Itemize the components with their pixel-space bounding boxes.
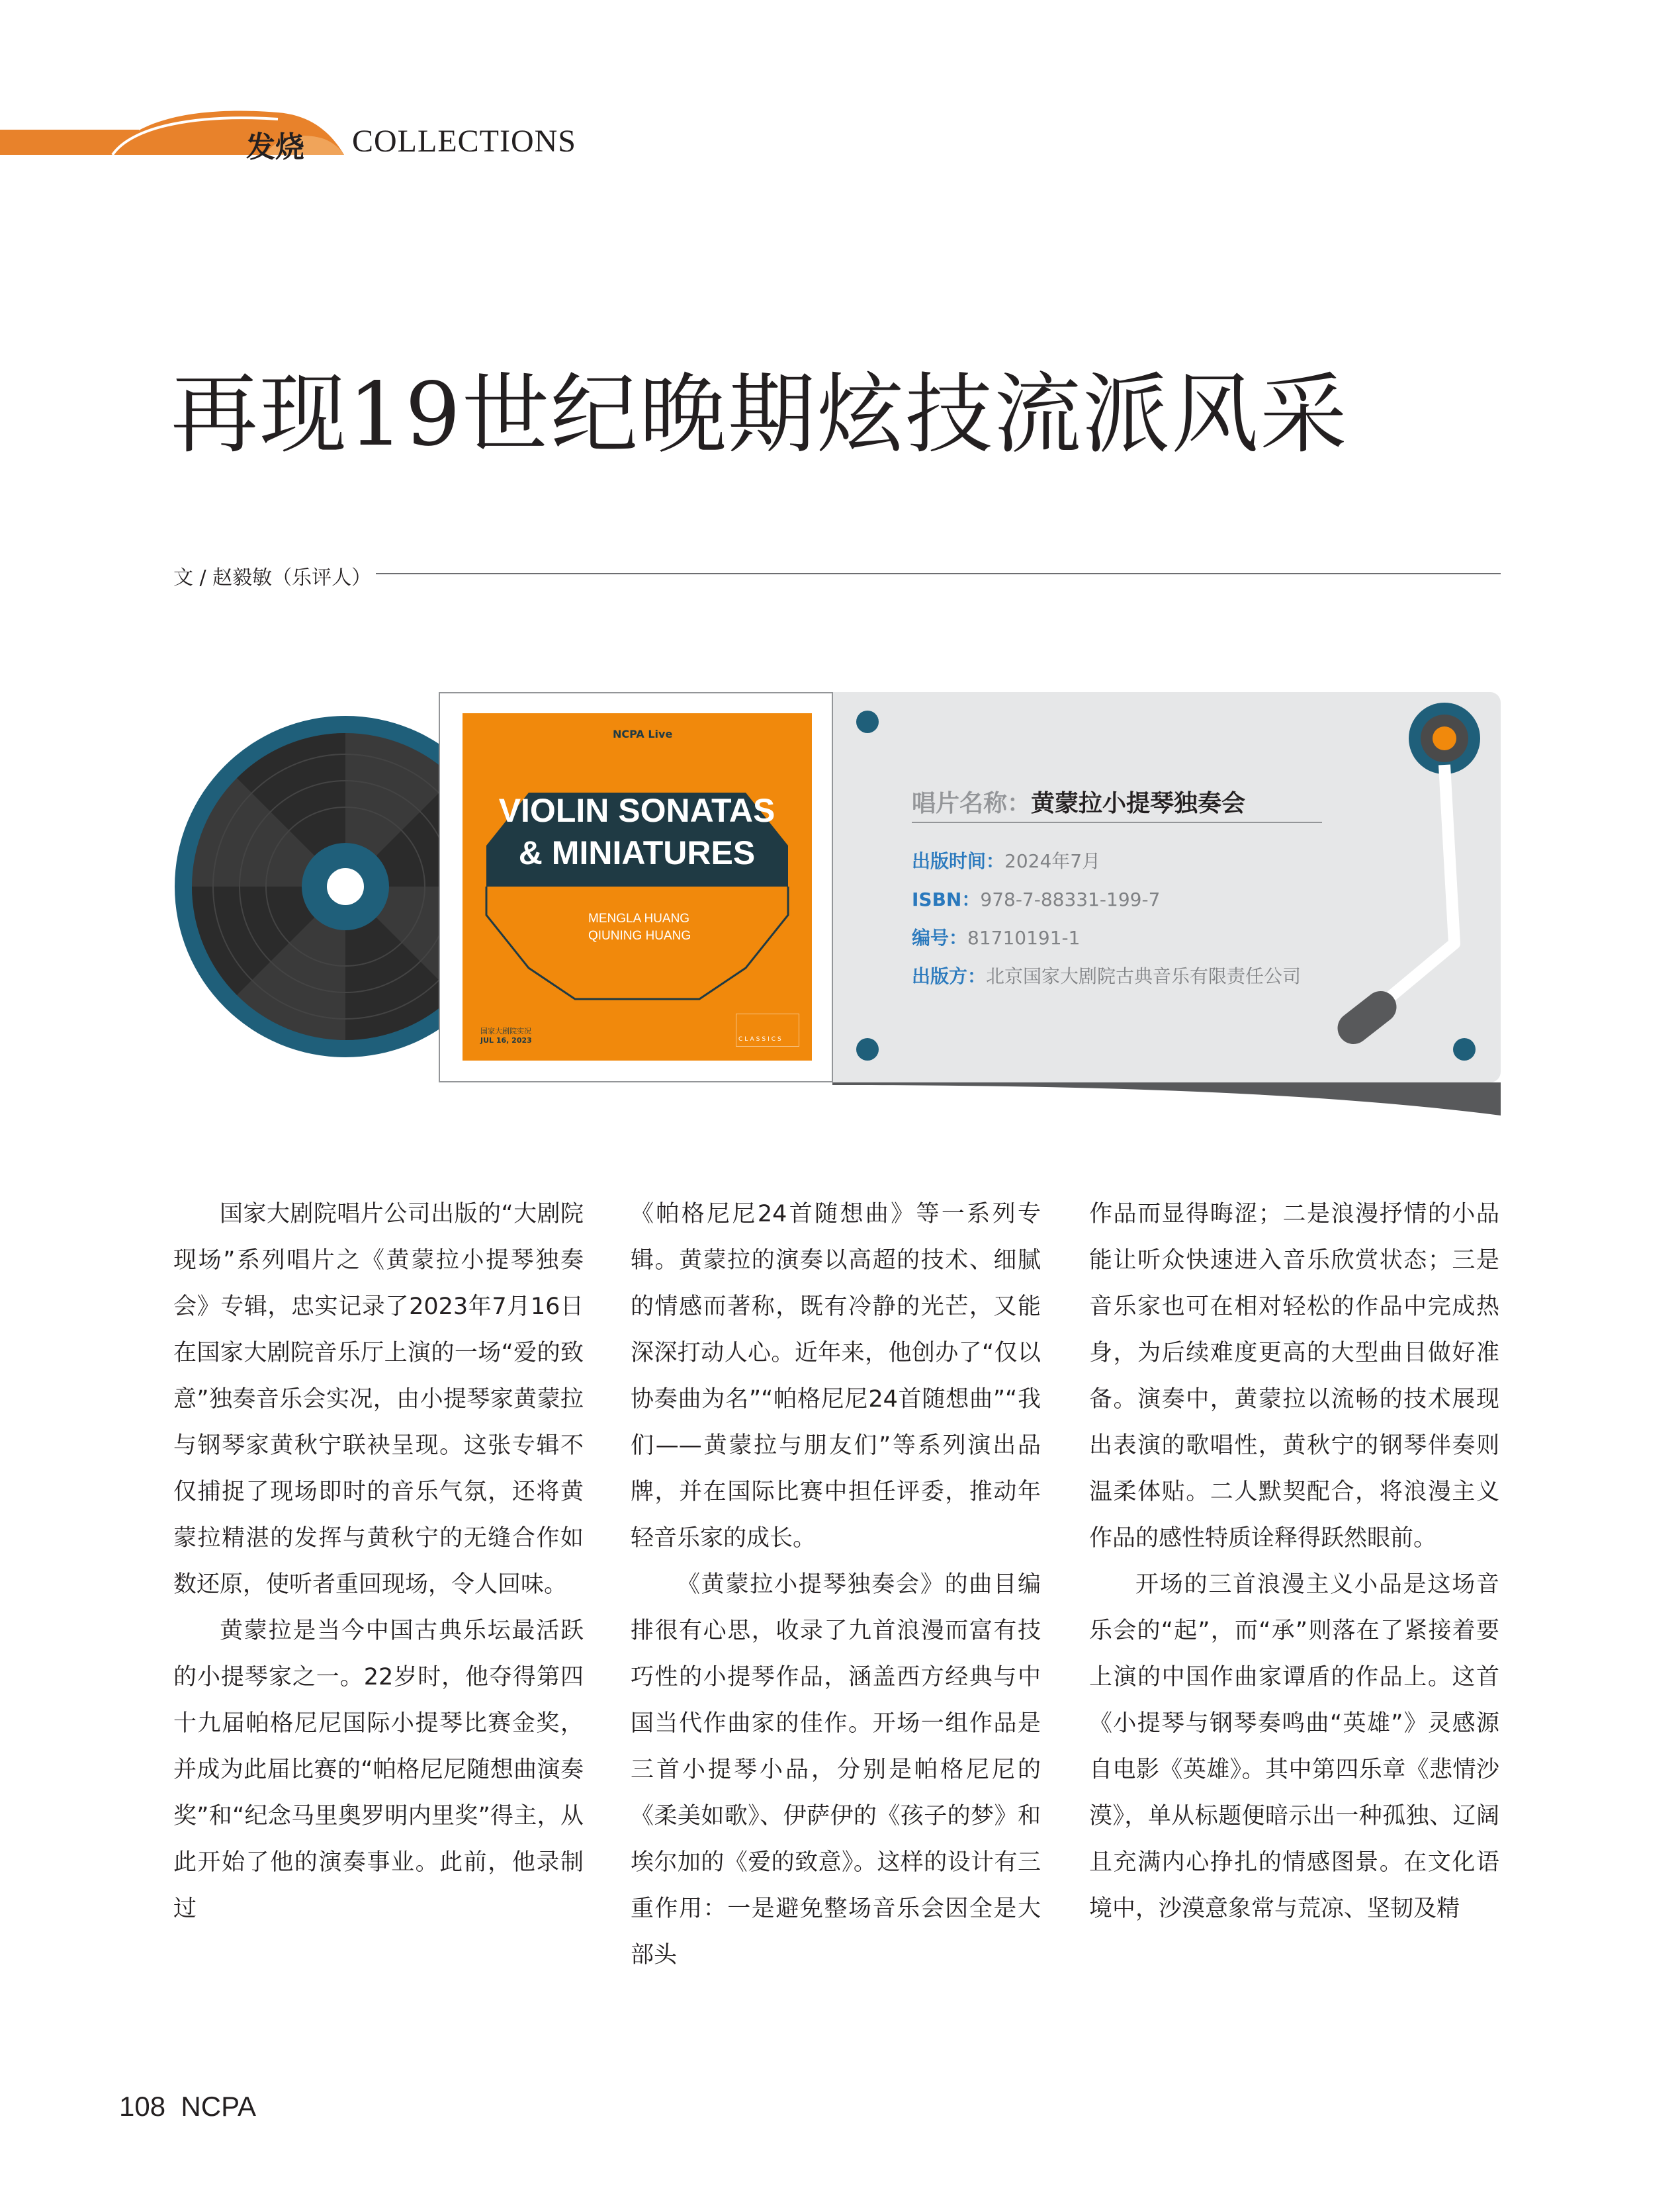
info-value: 978-7-88331-199-7	[980, 889, 1161, 910]
vinyl-record-illustration	[172, 701, 476, 1072]
album-name-value: 黄蒙拉小提琴独奏会	[1031, 790, 1246, 817]
info-label: 出版方：	[912, 965, 987, 987]
byline-rule	[376, 573, 1501, 574]
paragraph: 作品而显得晦涩；二是浪漫抒情的小品能让听众快速进入音乐欣赏状态；三是音乐家也可在相对轻松的作品中完成热身，为后续难度更高的大型曲目做好准备。演奏中，黄蒙拉以流畅的技术展现出表演的歌唱性，黄秋宁的钢琴伴奏则温柔体贴。二人默契配合，将浪漫主义作品的感性特质诠释得跃然眼前。	[1089, 1201, 1499, 1552]
cover-artist-piano: QIUNING HUANG	[588, 929, 691, 943]
section-label-en: COLLECTIONS	[352, 124, 576, 159]
paragraph: 《帕格尼尼24首随想曲》等一系列专辑。黄蒙拉的演奏以高超的技术、细腻的情感而著称，既有冷静的光芒，又能深深打动人心。近年来，他创办了“仅以协奏曲为名”“帕格尼尼24首随想曲”“我们——黄蒙拉与朋友们”等系列演出品牌，并在国际比赛中担任评委，推动年轻音乐家的成长。	[631, 1201, 1041, 1552]
article-title: 再现19世纪晚期炫技流派风采	[171, 364, 1348, 466]
paragraph: 《黄蒙拉小提琴独奏会》的曲目编排很有心思，收录了九首浪漫而富有技巧性的小提琴作品，涵盖西方经典与中国当代作曲家的佳作。开场一组作品是三首小提琴小品，分别是帕格尼尼的《柔美如歌》、伊萨伊的《孩子的梦》和埃尔加的《爱的致意》。这样的设计有三重作用：一是避免整场音乐会因全是大部头	[631, 1571, 1041, 1968]
paragraph: 开场的三首浪漫主义小品是这场音乐会的“起”，而“承”则落在了紧接着要上演的中国作曲家谭盾的作品上。这首《小提琴与钢琴奏鸣曲“英雄”》灵感源自电影《英雄》。其中第四乐章《悲情沙漠》，单从标题便暗示出一种孤独、辽阔且充满内心挣扎的情感图景。在文化语境中，沙漠意象常与荒凉、坚韧及精	[1089, 1571, 1499, 1922]
album-name	[912, 785, 1245, 818]
cover-label: NCPA Live	[613, 728, 673, 740]
album-name-rule	[912, 822, 1322, 823]
info-value: 81710191-1	[967, 927, 1081, 949]
cover-title-line2: & MINIATURES	[518, 834, 756, 871]
paragraph: 黄蒙拉是当今中国古典乐坛最活跃的小提琴家之一。22岁时，他夺得第四十九届帕格尼尼国际小提琴比赛金奖，并成为此届比赛的“帕格尼尼随想曲演奏奖”和“纪念马里奥罗明内里奖”得主，从此开始了他的演奏事业。此前，他录制过	[173, 1618, 584, 1922]
body-column-2	[631, 1191, 1041, 1978]
cover-octagon-graphic	[463, 713, 812, 1061]
info-label: 出版时间：	[912, 850, 1005, 872]
byline: 文 / 赵毅敏（乐评人）	[173, 566, 372, 590]
info-row-isbn	[912, 885, 1160, 912]
info-row-publisher	[912, 962, 1301, 988]
info-value: 北京国家大剧院古典音乐有限责任公司	[986, 965, 1302, 987]
info-row-catalog-number	[912, 924, 1080, 950]
cover-title-line1: VIOLIN SONATAS	[498, 792, 775, 829]
cover-venue: 国家大剧院实况	[480, 1027, 531, 1035]
body-column-1	[173, 1191, 584, 1932]
cover-artist-violin: MENGLA HUANG	[588, 912, 690, 926]
body-column-3	[1089, 1191, 1499, 1932]
page-folio: 108 NCPA	[119, 2091, 256, 2122]
section-label-cn: 发烧	[246, 130, 304, 164]
cover-logo-text: CLASSICS	[738, 1036, 783, 1043]
info-row-release-date	[912, 847, 1100, 873]
info-value: 2024年7月	[1004, 850, 1101, 872]
paragraph: 国家大剧院唱片公司出版的“大剧院现场”系列唱片之《黄蒙拉小提琴独奏会》专辑，忠实记录了2023年7月16日在国家大剧院音乐厅上演的一场“爱的致意”独奏音乐会实况，由小提琴家黄蒙拉与钢琴家黄秋宁联袂呈现。这张专辑不仅捕捉了现场即时的音乐气氛，还将黄蒙拉精湛的发挥与黄秋宁的无缝合作如数还原，使听者重回现场，令人回味。	[173, 1201, 584, 1598]
cover-date: JUL 16, 2023	[480, 1036, 532, 1045]
info-label: 编号：	[912, 927, 968, 949]
info-label: ISBN：	[912, 889, 981, 910]
album-name-label: 唱片名称：	[912, 790, 1032, 817]
